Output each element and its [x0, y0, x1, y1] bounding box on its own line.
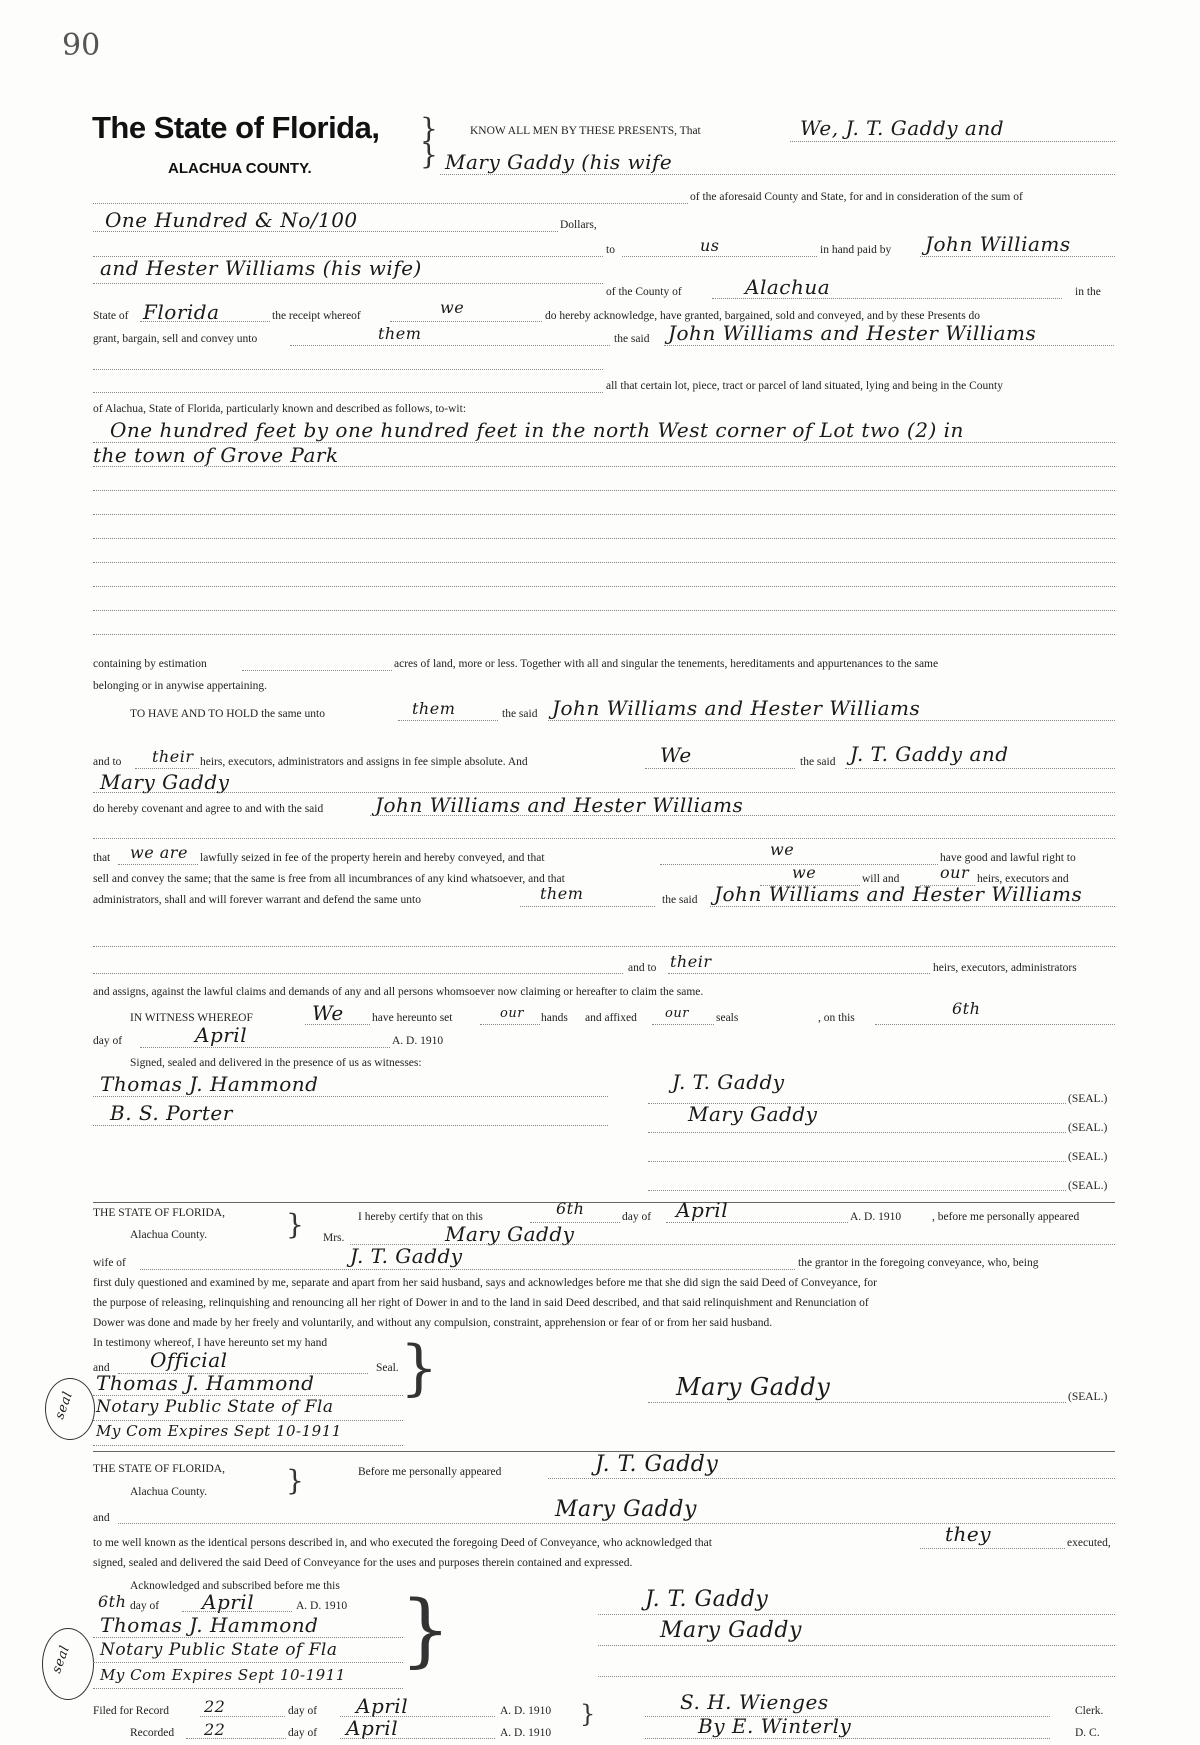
grantor-sig1-handwriting: J. T. Gaddy — [672, 1070, 785, 1094]
we3-handwriting: we — [792, 863, 817, 882]
state-of-text: State of — [93, 310, 129, 322]
cert2-and-text: and — [93, 1512, 110, 1524]
covenant-handwriting: John Williams and Hester Williams — [375, 793, 744, 817]
the-said-text: the said — [614, 333, 650, 345]
to-text: to — [606, 244, 615, 256]
to-have-text: TO HAVE AND TO HOLD the same unto — [130, 708, 325, 720]
cert2-sig2-handwriting: Mary Gaddy — [660, 1618, 802, 1643]
grantor-sig2-handwriting: Mary Gaddy — [688, 1102, 818, 1126]
cert2-ack-text: Acknowledged and subscribed before me this — [130, 1580, 340, 1592]
brace: } — [420, 138, 438, 171]
seal-label-4: (SEAL.) — [1068, 1180, 1108, 1192]
rec-day-of-text: day of — [288, 1727, 318, 1739]
cert2-line1: to me well known as the identical persons described in, and who executed the foregoing Deed of Conveyance, who acknowledged that — [93, 1537, 712, 1549]
filed-day-handwriting: 22 — [204, 1697, 226, 1716]
page-number: 90 — [62, 28, 101, 63]
we2-handwriting: we — [770, 840, 795, 859]
cert2-county: Alachua County. — [130, 1486, 208, 1498]
and-to-text: and to — [93, 756, 122, 768]
we-are-handwriting: we are — [130, 843, 188, 862]
seal-stamp-text: seal — [52, 1389, 77, 1422]
acres-text: acres of land, more or less. Together with all and singular the tenements, hereditaments and appurtenances to the same — [394, 658, 939, 670]
witness-month-handwriting: April — [195, 1023, 248, 1047]
brace: } — [580, 1700, 596, 1728]
seal-stamp-text-2: seal — [49, 1643, 74, 1676]
mary-handwriting: Mary Gaddy — [100, 770, 230, 794]
cert1-before-text: , before me personally appeared — [932, 1211, 1080, 1223]
brace: } — [420, 112, 438, 145]
habendum-unto-handwriting: them — [412, 699, 456, 718]
hand-text: hands — [541, 1012, 568, 1024]
grantee-handwriting: John Williams — [925, 232, 1071, 256]
our-seal-handwriting: our — [665, 1006, 689, 1021]
acknowledge-text: do hereby acknowledge, have granted, bargained, sold and conveyed, and by these Presents do — [545, 310, 981, 322]
cert2-day-of-text: day of — [130, 1600, 160, 1612]
cert2-before-text: Before me personally appeared — [358, 1466, 502, 1478]
witness-day-handwriting: 6th — [952, 999, 981, 1018]
cert1-day-handwriting: 6th — [556, 1199, 585, 1218]
heirs2-text: heirs, executors, administrators — [933, 962, 1077, 974]
seal-label-1: (SEAL.) — [1068, 1093, 1108, 1105]
cert2-state: THE STATE OF FLORIDA, — [93, 1463, 225, 1475]
cert1-grantor-text: the grantor in the foregoing conveyance, who, being — [798, 1257, 1039, 1269]
cert2-line2: signed, sealed and delivered the said Deed of Conveyance for the uses and purposes therein contained and expressed. — [93, 1557, 633, 1569]
cert1-county: Alachua County. — [130, 1229, 208, 1241]
cert2-sig1-handwriting: J. T. Gaddy — [645, 1587, 769, 1612]
said3-handwriting: John Williams and Hester Williams — [714, 882, 1083, 906]
grantee-handwriting-2: and Hester Williams (his wife) — [100, 256, 422, 280]
recorded-text: Recorded — [130, 1727, 175, 1739]
witness2-handwriting: B. S. Porter — [110, 1101, 233, 1125]
cert1-mrs-handwriting: Mary Gaddy — [445, 1222, 575, 1246]
cert1-notary1-handwriting: Thomas J. Hammond — [96, 1371, 315, 1395]
them2-handwriting: them — [540, 884, 584, 903]
filed-month-handwriting: April — [356, 1694, 409, 1718]
cert1-mrs-text: Mrs. — [323, 1232, 345, 1244]
cert1-seal-word: Seal. — [376, 1362, 399, 1374]
brace: } — [286, 1464, 304, 1497]
witness-we-handwriting: We — [312, 1001, 344, 1025]
belonging-text: belonging or in anywise appertaining. — [93, 680, 268, 692]
rec-day-handwriting: 22 — [204, 1720, 226, 1739]
filed-ad-text: A. D. 1910 — [500, 1705, 552, 1717]
rec-month-handwriting: April — [346, 1716, 399, 1740]
brace: } — [286, 1208, 304, 1241]
seal-text: seals — [716, 1012, 739, 1024]
to-handwriting: us — [700, 236, 720, 255]
seal-label-2: (SEAL.) — [1068, 1122, 1108, 1134]
the-said3-text: the said — [662, 894, 698, 906]
cert1-state: THE STATE OF FLORIDA, — [93, 1207, 225, 1219]
cert1-ad-text: A. D. 1910 — [850, 1211, 902, 1223]
will-and-text: will and — [862, 873, 900, 885]
our-hand-handwriting: our — [500, 1006, 524, 1021]
cert2-notary3-handwriting: My Com Expires Sept 10-1911 — [100, 1666, 346, 1684]
and-to2-text: and to — [628, 962, 657, 974]
cert2-person2-handwriting: Mary Gaddy — [555, 1497, 697, 1522]
cert1-line2: the purpose of releasing, relinquishing and renouncing all her right of Dower in and to the land in said Deed described, and that said relinquishment and Renunciation of — [93, 1297, 869, 1309]
cert1-husband-handwriting: J. T. Gaddy — [350, 1244, 463, 1268]
have-good-text: have good and lawful right to — [940, 852, 1076, 864]
know-all-text: KNOW ALL MEN BY THESE PRESENTS, That — [470, 125, 701, 137]
assigns-text: and assigns, against the lawful claims and demands of any and all persons whomsoever now claiming or hereafter to claim the same. — [93, 986, 704, 998]
habendum-said-text: the said — [502, 708, 538, 720]
administrators-text: administrators, shall and will forever warrant and defend the same unto — [93, 894, 421, 906]
have-set-text: have hereunto set — [372, 1012, 453, 1024]
heirs-text: heirs, executors, administrators and assigns in fee simple absolute. And — [200, 756, 528, 768]
filed-text: Filed for Record — [93, 1705, 170, 1717]
brace: } — [400, 1583, 451, 1676]
dc-text: D. C. — [1075, 1727, 1100, 1739]
our-handwriting: our — [940, 863, 970, 882]
cert1-day-of-text: day of — [622, 1211, 652, 1223]
clerk-text: Clerk. — [1075, 1705, 1104, 1717]
amount-handwriting: One Hundred & No/100 — [105, 208, 358, 232]
their-handwriting: their — [152, 747, 194, 766]
witness1-handwriting: Thomas J. Hammond — [100, 1072, 319, 1096]
habendum-said-handwriting: John Williams and Hester Williams — [552, 696, 921, 720]
cert1-certify-text: I hereby certify that on this — [358, 1211, 483, 1223]
lawfully-text: lawfully seized in fee of the property herein and hereby conveyed, and that — [200, 852, 545, 864]
cert2-they-handwriting: they — [945, 1522, 992, 1546]
seal-label-3: (SEAL.) — [1068, 1151, 1108, 1163]
heirs-exec-text: heirs, executors and — [977, 873, 1069, 885]
cert1-sig-handwriting: Mary Gaddy — [676, 1373, 831, 1401]
cert2-notary1-handwriting: Thomas J. Hammond — [100, 1613, 319, 1637]
county-title: ALACHUA COUNTY. — [168, 160, 312, 177]
grant-text: grant, bargain, sell and convey unto — [93, 333, 258, 345]
cert1-official-handwriting: Official — [150, 1348, 228, 1372]
affixed-text: and affixed — [585, 1012, 637, 1024]
description-handwriting-2: the town of Grove Park — [93, 443, 339, 467]
consideration-text: of the aforesaid County and State, for and in consideration of the sum of — [690, 191, 1023, 203]
grantors-handwriting: We, J. T. Gaddy and — [800, 116, 1005, 140]
cert2-month-handwriting: April — [202, 1590, 255, 1614]
clerk-handwriting: S. H. Wienges — [680, 1690, 829, 1714]
of-alachua-text: of Alachua, State of Florida, particularly known and described as follows, to-wit: — [93, 403, 467, 415]
cert1-line1: first duly questioned and examined by me, separate and apart from her said husband, says and acknowledges before me that she did sign the said Deed of Conveyance, for — [93, 1277, 877, 1289]
day-of-text: day of — [93, 1035, 123, 1047]
rec-ad-text: A. D. 1910 — [500, 1727, 552, 1739]
gaddy-handwriting: J. T. Gaddy and — [850, 742, 1009, 766]
we-handwriting: We — [660, 743, 692, 767]
brace: } — [400, 1333, 439, 1403]
paid-by-text: in hand paid by — [820, 244, 892, 256]
cert2-day-handwriting: 6th — [98, 1592, 127, 1611]
containing-text: containing by estimation — [93, 658, 207, 670]
cert1-seal-label: (SEAL.) — [1068, 1391, 1108, 1403]
cert1-wife-of-text: wife of — [93, 1257, 126, 1269]
county-handwriting: Alachua — [745, 275, 831, 299]
in-the-text: in the — [1075, 286, 1101, 298]
cert1-notary2-handwriting: Notary Public State of Fla — [96, 1397, 334, 1417]
description-handwriting: One hundred feet by one hundred feet in the north West corner of Lot two (2) in — [110, 418, 964, 442]
on-this-text: , on this — [818, 1012, 855, 1024]
in-witness-text: IN WITNESS WHEREOF — [130, 1012, 253, 1024]
cert2-ad-text: A. D. 1910 — [296, 1600, 348, 1612]
signed-text: Signed, sealed and delivered in the presence of us as witnesses: — [130, 1057, 422, 1069]
cert1-notary3-handwriting: My Com Expires Sept 10-1911 — [96, 1422, 342, 1440]
receipt-handwriting: we — [440, 298, 465, 317]
filed-day-of-text: day of — [288, 1705, 318, 1717]
state-handwriting: Florida — [143, 300, 220, 324]
receipt-text: the receipt whereof — [272, 310, 361, 322]
cert1-line3: Dower was done and made by her freely and voluntarily, and without any compulsion, constraint, apprehension or fear of or from her said husband. — [93, 1317, 773, 1329]
cert2-executed-text: executed, — [1067, 1537, 1111, 1549]
sell-text: sell and convey the same; that the same is free from all incumbrances of any kind whatsoever, and that — [93, 873, 565, 885]
dc-handwriting: By E. Winterly — [698, 1714, 852, 1738]
their2-handwriting: their — [670, 952, 712, 971]
that-text: that — [93, 852, 111, 864]
cert1-testimony: In testimony whereof, I have hereunto set my hand — [93, 1337, 328, 1349]
all-certain-text: all that certain lot, piece, tract or parcel of land situated, lying and being in the County — [606, 380, 1003, 392]
the-said2-text: the said — [800, 756, 836, 768]
cert1-month-handwriting: April — [676, 1198, 729, 1222]
unto-handwriting: them — [378, 324, 422, 343]
state-title: The State of Florida, — [92, 110, 380, 145]
of-county-text: of the County of — [606, 286, 682, 298]
cert2-notary2-handwriting: Notary Public State of Fla — [100, 1640, 338, 1660]
covenant-text: do hereby covenant and agree to and with the said — [93, 803, 324, 815]
ad-text: A. D. 1910 — [392, 1035, 444, 1047]
notary-seal-stamp-2 — [42, 1628, 94, 1700]
dollars-text: Dollars, — [560, 219, 597, 231]
grantors-handwriting-2: Mary Gaddy (his wife — [445, 150, 673, 174]
cert1-and-text: and — [93, 1362, 110, 1374]
said-handwriting: John Williams and Hester Williams — [668, 321, 1037, 345]
cert2-person1-handwriting: J. T. Gaddy — [595, 1452, 719, 1477]
